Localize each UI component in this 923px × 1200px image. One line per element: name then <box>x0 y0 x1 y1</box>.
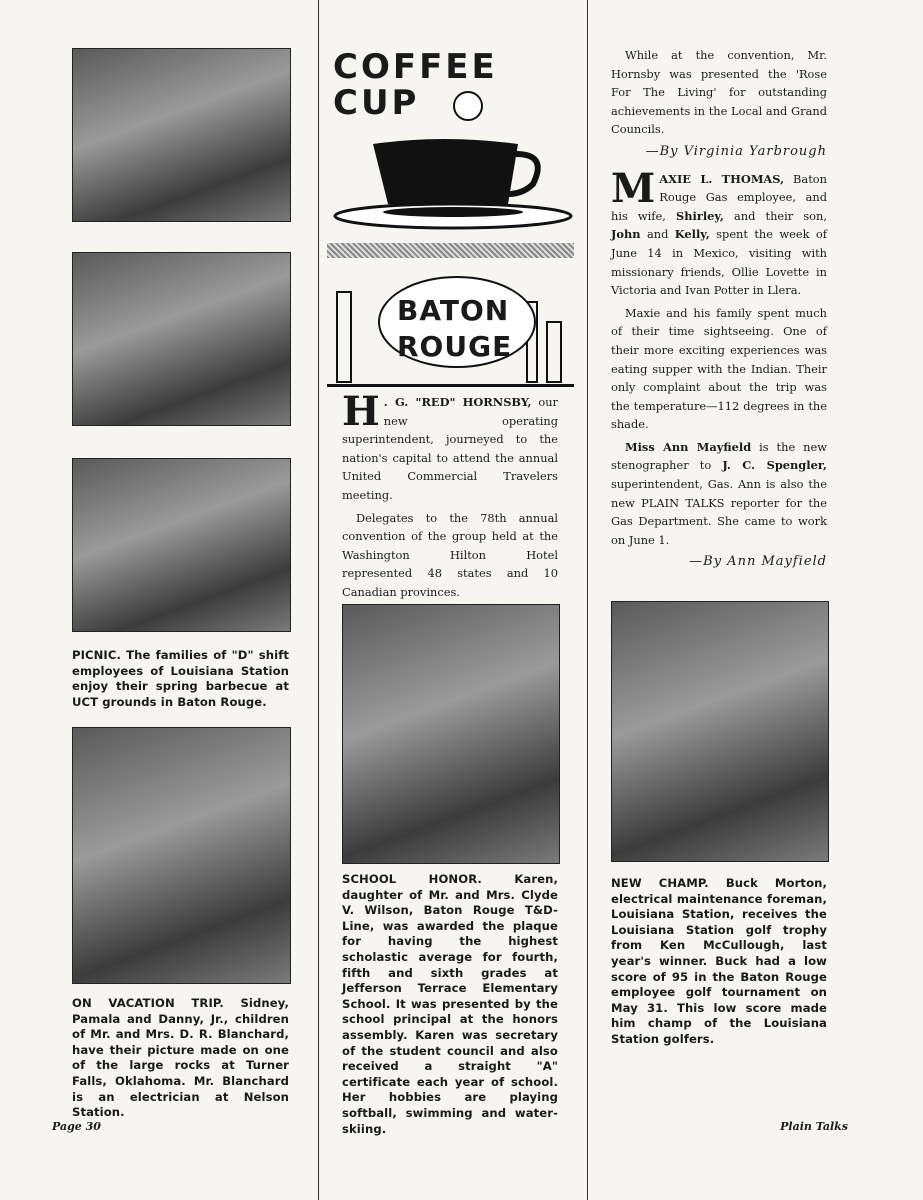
byline-mayfield: —By Ann Mayfield <box>689 554 827 570</box>
rose-paragraph: While at the convention, Mr. Hornsby was presented the 'Rose For The Living' for outstanding achievements in the Local and Grand Councils. <box>611 48 827 137</box>
halftone-band <box>327 243 574 258</box>
page-number: Page 30 <box>52 1120 101 1133</box>
golf-trophy-photo <box>611 601 829 862</box>
school-honor-caption: SCHOOL HONOR. Karen, daughter of Mr. and Mrs. Clyde V. Wilson, Baton Rouge T&D-Line, was awarded the plaque for having the highest scholastic average for fourth, fifth and sixth grades at Jefferson Terrace Elementary School. It was presented by the school principal at the honors assembly. Karen was secretary of the student council and also received a straight "A" certificate each year of school. Her hobbies are playing softball, swimming and water-skiing. <box>342 872 558 1136</box>
text: and their son, <box>723 208 827 223</box>
hornsby-text: our new operating superintendent, journeyed to the nation's capital to attend the annual United Commercial Travelers meeting. <box>342 395 559 502</box>
vacation-caption: ON VACATION TRIP. Sidney, Pamala and Danny, Jr., children of Mr. and Mrs. D. R. Blanchard, have their picture made on one of the large rocks at Turner Falls, Oklahoma. Mr. Blanchard is an electrician at Nelson Station. <box>72 996 289 1120</box>
coffee-cup-icon <box>333 44 575 234</box>
text: superintendent, Gas. Ann is also the new PLAIN TALKS reporter for the Gas Department. She came to work on June 1. <box>611 477 827 547</box>
publication-name: Plain Talks <box>780 1120 848 1133</box>
picnic-photo-2 <box>72 252 291 426</box>
thomas-name: AXIE L. THOMAS, <box>659 171 785 186</box>
right-column-text <box>611 46 827 580</box>
shirley-name: Shirley, <box>675 208 724 223</box>
sightseeing-paragraph: Maxie and his family spent much of their time sightseeing. One of their more exciting experiences was eating supper with the Indian. Their only complaint about the trip was the temperature—112 degrees in the shade. <box>611 305 827 432</box>
picnic-photo-3 <box>72 458 291 632</box>
picnic-caption: PICNIC. The families of "D" shift employees of Louisiana Station enjoy their spring barbecue at UCT grounds in Baton Rouge. <box>72 648 289 709</box>
text: spent the week of June 14 in Mexico, visiting with missionary friends, Ollie Lovette in Victoria and Ivan Potter in Llera. <box>611 227 827 298</box>
text: is the new stenographer to <box>611 439 827 473</box>
column-divider-left <box>318 0 319 1200</box>
new-champ-caption: NEW CHAMP. Buck Morton, electrical maintenance foreman, Louisiana Station, receives the Louisiana Station golf trophy from Ken McCullough, last year's winner. Buck had a low score of 95 in the Baton Rouge employee golf tournament on May 31. This low score made him champ of the Louisiana Station golfers. <box>611 876 827 1046</box>
hornsby-name: . G. "RED" HORNSBY, <box>383 395 532 409</box>
hornsby-article <box>342 388 559 606</box>
mayfield-name: Miss Ann Mayfield <box>625 439 752 454</box>
logo-title-line1: COFFEE <box>333 47 498 87</box>
vacation-photo <box>72 727 291 984</box>
kelly-name: Kelly, <box>674 227 710 242</box>
text: and <box>640 227 675 242</box>
baton-rouge-header <box>327 272 574 387</box>
text: Baton Rouge Gas employee, and his wife, <box>611 171 827 223</box>
logo-title-line2: CUP <box>333 83 420 123</box>
drop-cap: H <box>342 388 380 435</box>
delegates-paragraph: Delegates to the 78th annual convention of the group held at the Washington Hilton Hotel represented 48 states and 10 Canadian provinces. <box>342 510 558 599</box>
section-title-rouge: ROUGE <box>397 330 513 363</box>
john-name: John <box>611 227 641 242</box>
drop-cap: M <box>611 164 656 212</box>
section-title-baton: BATON <box>397 294 510 327</box>
spengler-name: J. C. Spengler, <box>722 458 827 473</box>
coffee-cup-logo <box>333 44 575 234</box>
byline-yarbrough: —By Virginia Yarbrough <box>645 143 827 159</box>
karen-plaque-photo <box>342 604 560 864</box>
column-divider-right <box>587 0 588 1200</box>
picnic-photo-1 <box>72 48 291 222</box>
skyline-icon <box>327 272 574 384</box>
